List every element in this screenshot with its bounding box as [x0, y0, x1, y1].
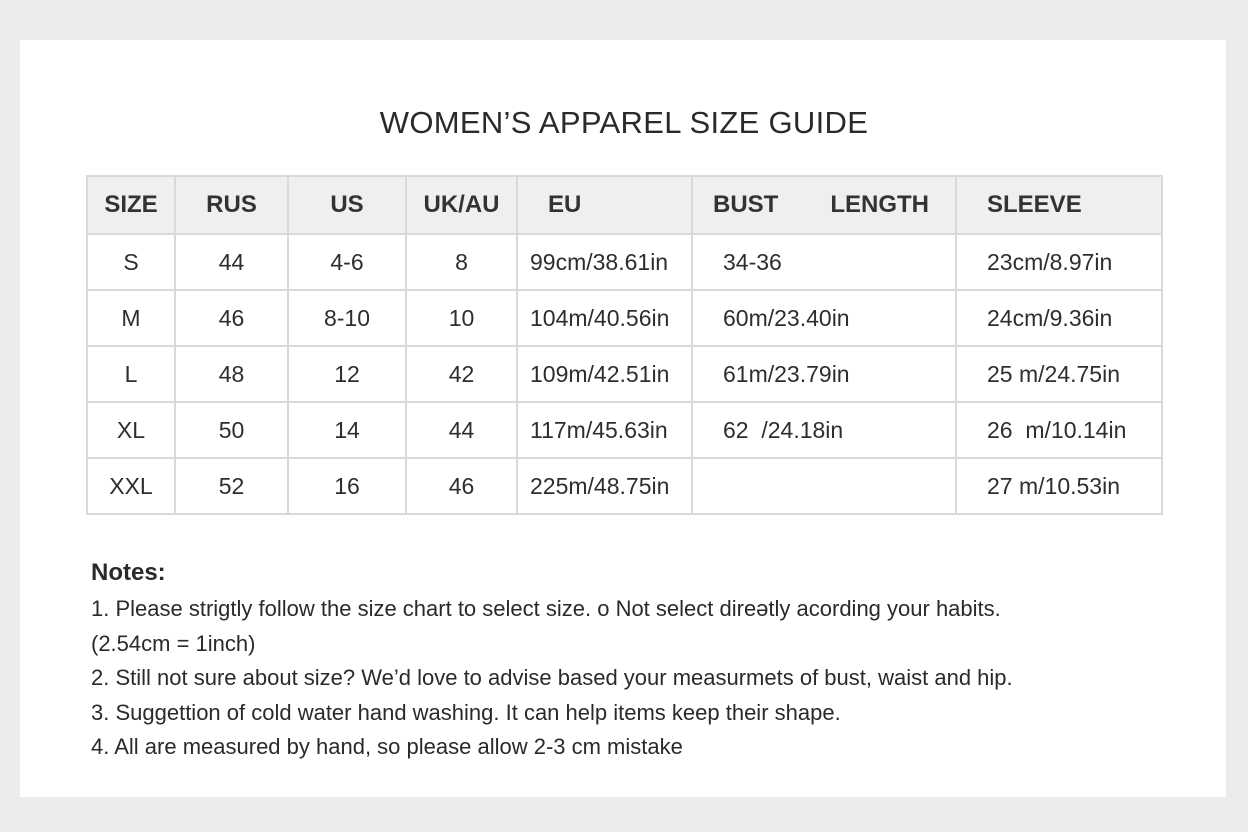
cell-uk-au: 10 [406, 290, 517, 346]
header-bust: BUST [713, 191, 779, 218]
cell-us: 4-6 [288, 234, 406, 290]
cell-uk-au: 46 [406, 458, 517, 514]
header-bust-length [692, 176, 956, 234]
notes-heading: Notes: [91, 559, 166, 586]
header-eu: EU [517, 176, 692, 234]
cell-us: 12 [288, 346, 406, 402]
cell-us: 14 [288, 402, 406, 458]
table-row [87, 290, 1162, 346]
note-item-2: 2. Still not sure about size? We’d love to advise based your measurmets of bust, waist and hip. [91, 665, 1013, 690]
cell-eu: 117m/45.63in [517, 402, 692, 458]
header-sleeve: SLEEVE [956, 176, 1162, 234]
header-length: LENGTH [830, 191, 930, 218]
cell-rus: 46 [175, 290, 288, 346]
cell-bust-length: 60m/23.40in [692, 290, 956, 346]
header-size: SIZE [87, 176, 175, 234]
cell-size: M [87, 290, 175, 346]
cell-sleeve: 25 m/24.75in [956, 346, 1162, 402]
cell-sleeve: 26 m/10.14in [956, 402, 1162, 458]
header-rus: RUS [175, 176, 288, 234]
notes-section [91, 556, 1171, 765]
cell-bust-length: 34-36 [692, 234, 956, 290]
cell-size: S [87, 234, 175, 290]
cell-sleeve: 24cm/9.36in [956, 290, 1162, 346]
cell-uk-au: 44 [406, 402, 517, 458]
cell-uk-au: 42 [406, 346, 517, 402]
cell-sleeve: 27 m/10.53in [956, 458, 1162, 514]
note-item-1: 1. Please strigtly follow the size chart to select size. o Not select direətly acording your habits. (2.54cm = 1inch) [91, 596, 1001, 656]
cell-rus: 44 [175, 234, 288, 290]
cell-rus: 50 [175, 402, 288, 458]
cell-uk-au: 8 [406, 234, 517, 290]
cell-rus: 52 [175, 458, 288, 514]
header-uk-au: UK/AU [406, 176, 517, 234]
cell-eu: 225m/48.75in [517, 458, 692, 514]
cell-eu: 99cm/38.61in [517, 234, 692, 290]
table-header-row [87, 176, 1162, 234]
cell-size: XXL [87, 458, 175, 514]
cell-size: XL [87, 402, 175, 458]
table-row [87, 402, 1162, 458]
note-item-3: 3. Suggettion of cold water hand washing. It can help items keep their shape. [91, 699, 841, 725]
cell-rus: 48 [175, 346, 288, 402]
page-title: WOMEN’S APPAREL SIZE GUIDE [379, 105, 869, 140]
cell-size: L [87, 346, 175, 402]
table-row [87, 234, 1162, 290]
cell-us: 8-10 [288, 290, 406, 346]
cell-eu: 109m/42.51in [517, 346, 692, 402]
cell-sleeve: 23cm/8.97in [956, 234, 1162, 290]
size-chart-table [86, 175, 1163, 515]
cell-bust-length [692, 458, 956, 514]
cell-eu: 104m/40.56in [517, 290, 692, 346]
note-item-4: 4. All are measured by hand, so please allow 2-3 cm mistake [91, 734, 683, 759]
cell-us: 16 [288, 458, 406, 514]
cell-bust-length: 62 /24.18in [692, 402, 956, 458]
cell-bust-length: 61m/23.79in [692, 346, 956, 402]
table-row [87, 458, 1162, 514]
header-us: US [288, 176, 406, 234]
table-row [87, 346, 1162, 402]
